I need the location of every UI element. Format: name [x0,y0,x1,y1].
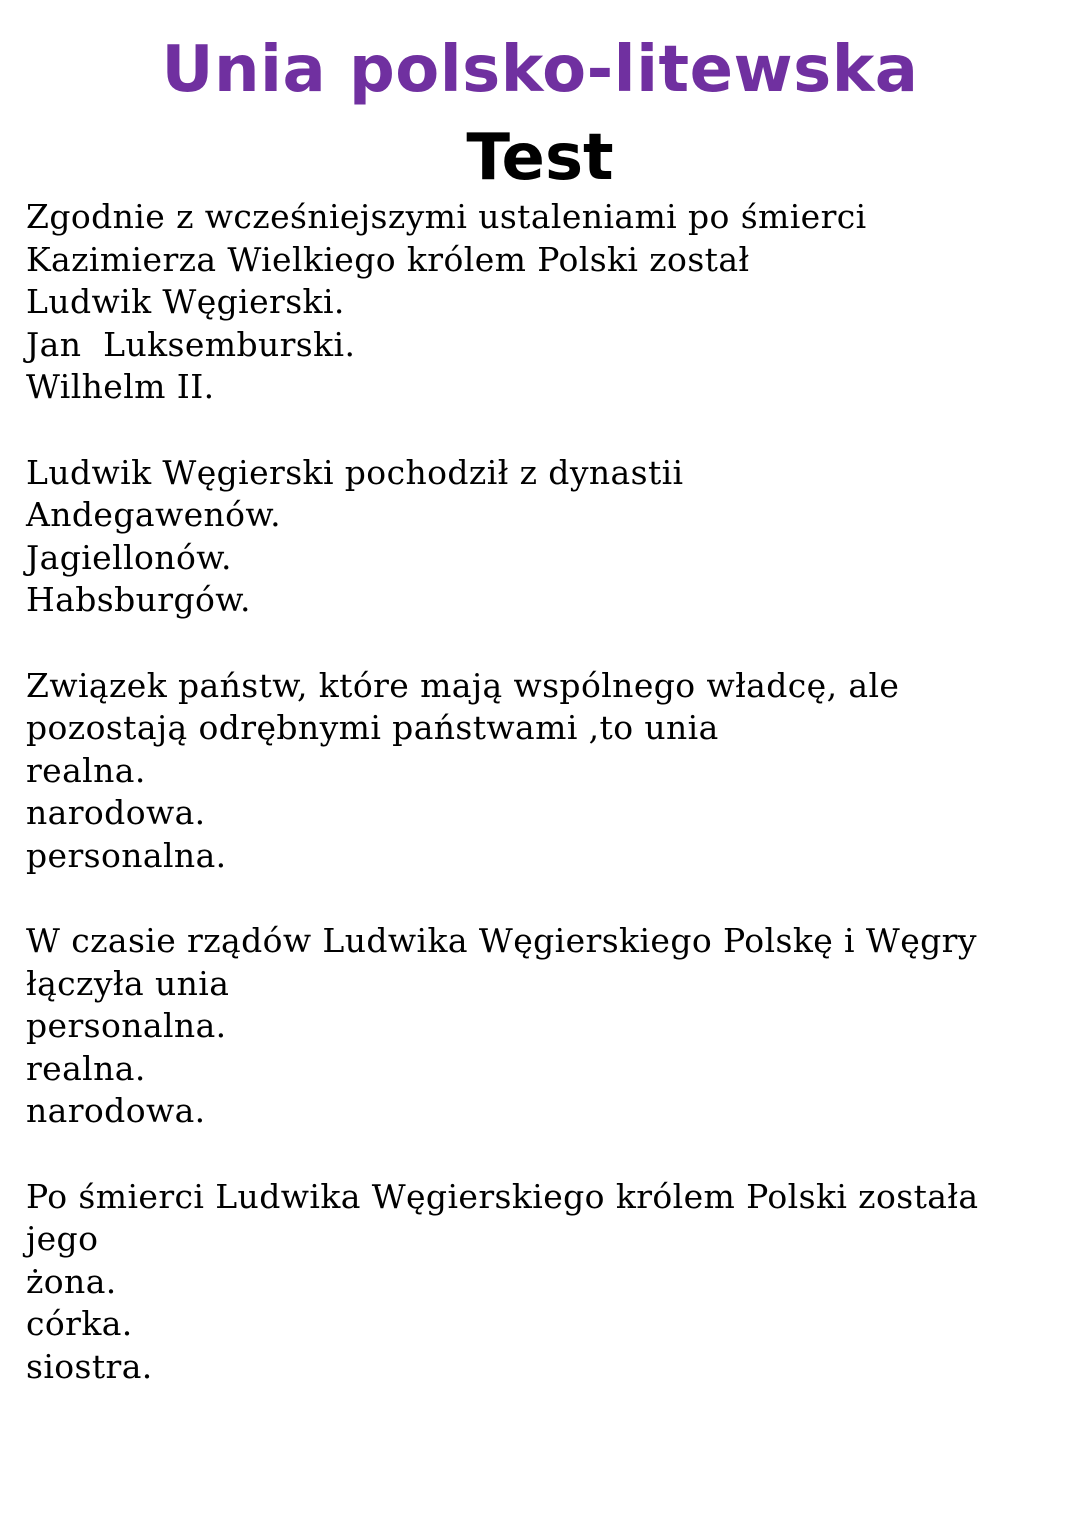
answer-option: córka. [26,1304,133,1344]
question-text: Zgodnie z wcześniejszymi ustaleniami po śmierci Kazimierza Wielkiego królem Polski został [26,197,867,279]
question-2 [26,452,1056,622]
answer-option: Jan Luksemburski. [26,324,356,364]
question-3 [26,665,1056,878]
answer-option: narodowa. [26,793,206,833]
answer-option: Ludwik Węgierski. [26,282,345,322]
answer-option: żona. [26,1261,117,1301]
question-text: W czasie rządów Ludwika Węgierskiego Polskę i Węgry łączyła unia [26,921,977,1003]
answer-option: personalna. [26,835,227,875]
answer-option: realna. [26,750,146,790]
answer-option: Habsburgów. [26,580,251,620]
question-4 [26,920,1056,1133]
answer-option: narodowa. [26,1091,206,1131]
page-subtitle: Test [466,121,614,195]
question-5 [26,1176,1056,1389]
answer-option: Andegawenów. [26,495,282,535]
answer-option: siostra. [26,1347,153,1387]
answer-option: realna. [26,1048,146,1088]
answer-option: Wilhelm II. [26,367,215,407]
answer-option: personalna. [26,1006,227,1046]
answer-option: Jagiellonów. [26,537,232,577]
page-title: Unia polsko-litewska [161,33,919,107]
question-text: Po śmierci Ludwika Węgierskiego królem Polski została jego [26,1176,979,1259]
question-text: Ludwik Węgierski pochodził z dynastii [26,452,684,492]
question-text: Związek państw, które mają wspólnego władcę, ale pozostają odrębnymi państwami ,to unia [26,665,900,748]
question-list [26,196,1056,1431]
question-1 [26,196,1056,409]
